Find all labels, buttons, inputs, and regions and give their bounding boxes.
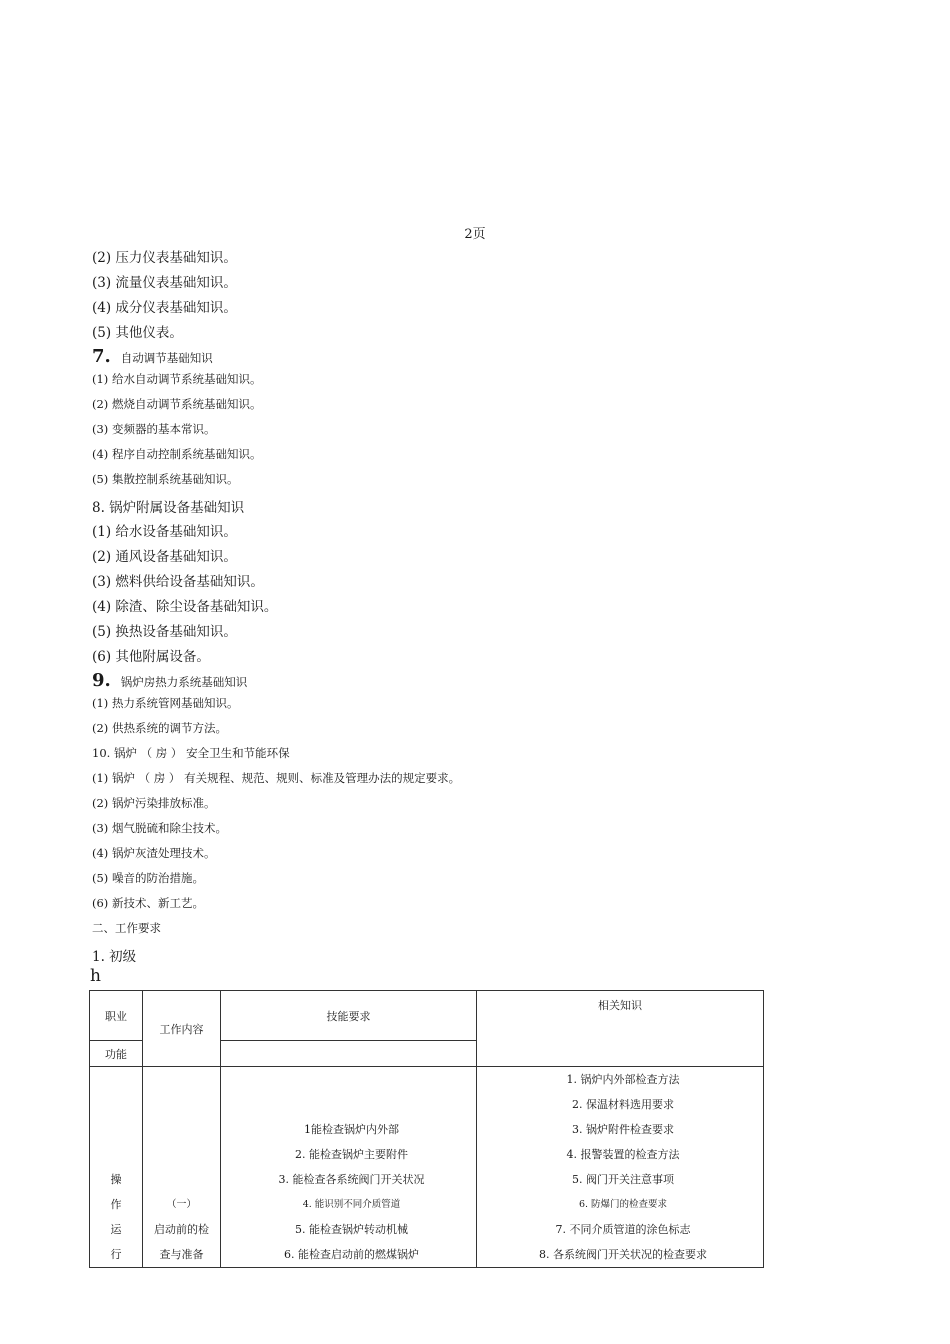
text-line — [92, 620, 237, 640]
line-text: (5) 集散控制系统基础知识。 — [92, 471, 239, 486]
text-line — [92, 770, 460, 786]
text-line — [92, 446, 261, 462]
knowledge-item: 6. 防爆门的检查要求 — [578, 1199, 668, 1210]
function-char: 运 — [110, 1223, 122, 1236]
text-line — [92, 246, 237, 266]
line-text: (5) 其他仪表。 — [92, 324, 183, 341]
knowledge-cell — [477, 1067, 764, 1268]
work-content-line: （一） — [166, 1199, 197, 1210]
text-line — [92, 421, 215, 437]
skill-item: 6. 能检查启动前的燃煤锅炉 — [284, 1248, 419, 1261]
header-function: 功能 — [90, 1041, 143, 1067]
section-heading — [92, 670, 247, 691]
skill-item: 4. 能识别不同介质管道 — [302, 1199, 401, 1210]
line-text: 自动调节基础知识 — [120, 350, 213, 365]
text-line — [92, 895, 204, 911]
line-text: (1) 给水自动调节系统基础知识。 — [92, 371, 262, 386]
line-text: (3) 流量仪表基础知识。 — [92, 274, 237, 291]
function-cell — [90, 1067, 143, 1268]
work-content-cell — [143, 1067, 221, 1268]
section-heading — [92, 346, 213, 367]
line-text: (4) 程序自动控制系统基础知识。 — [92, 446, 262, 461]
line-text: (2) 通风设备基础知识。 — [92, 549, 237, 566]
header-work-content: 工作内容 — [143, 991, 221, 1067]
text-line — [92, 496, 244, 516]
skill-item: 3. 能检查各系统阀门开关状况 — [278, 1173, 425, 1186]
text-line — [92, 870, 204, 886]
text-line — [92, 296, 237, 316]
text-line — [92, 920, 161, 936]
line-text: 8. 锅炉附属设备基础知识 — [92, 499, 245, 516]
work-content-line: 启动前的检 — [154, 1223, 209, 1236]
text-line — [92, 321, 183, 341]
line-text: (1) 热力系统管网基础知识。 — [92, 696, 239, 711]
knowledge-item: 2. 保温材料选用要求 — [572, 1098, 674, 1111]
header-skills-blank — [221, 1041, 477, 1067]
line-text: (2) 燃烧自动调节系统基础知识。 — [92, 396, 262, 411]
line-text: (3) 变频器的基本常识。 — [92, 421, 216, 436]
line-text: (3) 烟气脱硫和除尘技术。 — [92, 820, 227, 835]
skills-cell — [221, 1067, 477, 1268]
text-line — [92, 396, 261, 412]
page-number: 2页 — [464, 227, 486, 242]
line-text: (2) 压力仪表基础知识。 — [92, 250, 237, 266]
knowledge-item: 3. 锅炉附件检查要求 — [572, 1123, 674, 1136]
text-line — [92, 271, 237, 291]
skill-item: 5. 能检查锅炉转动机械 — [295, 1223, 408, 1236]
header-skills: 技能要求 — [221, 991, 477, 1041]
knowledge-item: 5. 阀门开关注意事项 — [572, 1173, 674, 1186]
text-line — [92, 595, 277, 615]
text-line — [92, 570, 264, 590]
text-line — [92, 695, 238, 711]
knowledge-item: 7. 不同介质管道的涂色标志 — [555, 1223, 691, 1236]
line-text: (5) 噪音的防治措施。 — [92, 870, 204, 885]
text-line — [92, 845, 215, 861]
text-line — [92, 945, 136, 965]
text-line — [92, 645, 210, 665]
line-text: 10. 锅炉 （ 房 ） 安全卫生和节能环保 — [92, 746, 290, 760]
function-char: 操 — [110, 1173, 122, 1186]
skill-item: 2. 能检查锅炉主要附件 — [295, 1148, 408, 1161]
function-char: 作 — [110, 1198, 122, 1211]
line-text: (2) 锅炉污染排放标准。 — [92, 795, 216, 810]
line-text: (2) 供热系统的调节方法。 — [92, 721, 227, 736]
line-text: (1) 锅炉 （ 房 ） 有关规程、规范、规则、标准及管理办法的规定要求。 — [92, 770, 461, 785]
knowledge-item: 1. 锅炉内外部检查方法 — [566, 1073, 680, 1086]
stray-letter: h — [90, 966, 101, 986]
header-job: 职业 — [90, 991, 143, 1041]
line-text: (5) 换热设备基础知识。 — [92, 624, 237, 641]
line-text: (6) 新技术、新工艺。 — [92, 895, 204, 910]
line-text: 二、工作要求 — [92, 920, 161, 935]
text-line — [92, 720, 227, 736]
text-line — [92, 471, 238, 487]
line-text: 锅炉房热力系统基础知识 — [120, 675, 248, 690]
text-line — [92, 520, 237, 540]
line-text: 1. 初级 — [92, 948, 137, 965]
line-text: (4) 锅炉灰渣处理技术。 — [92, 845, 216, 860]
knowledge-item: 8. 各系统阀门开关状况的检查要求 — [539, 1248, 707, 1261]
knowledge-item: 4. 报警装置的检查方法 — [566, 1148, 680, 1161]
line-text: (4) 成分仪表基础知识。 — [92, 299, 237, 316]
line-text: (4) 除渣、除尘设备基础知识。 — [92, 599, 278, 616]
text-line — [92, 795, 215, 811]
function-char: 行 — [110, 1248, 122, 1261]
skill-item: 1能检查锅炉内外部 — [304, 1123, 399, 1136]
text-line — [92, 820, 227, 836]
text-line — [92, 545, 237, 565]
text-line — [92, 745, 290, 761]
section-number: 7. — [92, 345, 111, 367]
section-number: 9. — [92, 670, 111, 692]
line-text: (3) 燃料供给设备基础知识。 — [92, 574, 264, 591]
line-text: (1) 给水设备基础知识。 — [92, 524, 237, 541]
work-content-line: 查与准备 — [159, 1248, 204, 1261]
skills-table — [89, 990, 764, 1268]
header-knowledge: 相关知识 — [477, 991, 764, 1067]
line-text: (6) 其他附属设备。 — [92, 649, 210, 666]
text-line — [92, 371, 261, 387]
